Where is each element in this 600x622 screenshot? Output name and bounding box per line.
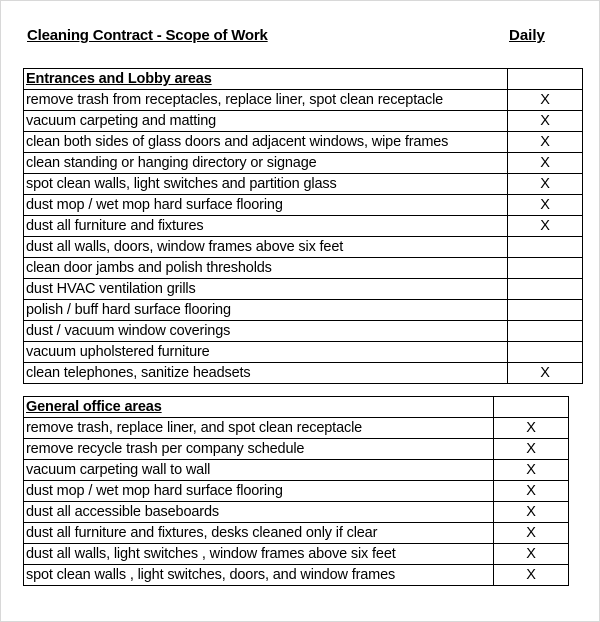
task-cell: polish / buff hard surface flooring <box>24 300 508 321</box>
task-cell: vacuum carpeting wall to wall <box>24 460 494 481</box>
daily-mark-cell: X <box>494 502 569 523</box>
section-header-row <box>24 397 569 418</box>
section-heading-daily-cell <box>508 69 583 90</box>
daily-mark-cell: X <box>494 565 569 586</box>
daily-mark-cell: X <box>508 363 583 384</box>
entrances-lobby-table <box>23 68 583 384</box>
table-row <box>24 460 569 481</box>
table-row <box>24 132 583 153</box>
table-row <box>24 363 583 384</box>
table-row <box>24 111 583 132</box>
task-cell: spot clean walls , light switches, doors, and window frames <box>24 565 494 586</box>
task-cell: vacuum upholstered furniture <box>24 342 508 363</box>
daily-mark-cell <box>508 342 583 363</box>
table-row <box>24 523 569 544</box>
task-cell: dust HVAC ventilation grills <box>24 279 508 300</box>
daily-mark-cell: X <box>508 153 583 174</box>
section-heading-daily-cell <box>494 397 569 418</box>
table-row <box>24 300 583 321</box>
daily-mark-cell: X <box>494 481 569 502</box>
table-row <box>24 502 569 523</box>
daily-mark-cell <box>508 258 583 279</box>
task-cell: clean telephones, sanitize headsets <box>24 363 508 384</box>
table-row <box>24 153 583 174</box>
section-header-row <box>24 69 583 90</box>
task-cell: dust mop / wet mop hard surface flooring <box>24 481 494 502</box>
task-cell: spot clean walls, light switches and partition glass <box>24 174 508 195</box>
daily-mark-cell: X <box>494 439 569 460</box>
task-cell: dust all accessible baseboards <box>24 502 494 523</box>
table-row <box>24 279 583 300</box>
task-cell: dust / vacuum window coverings <box>24 321 508 342</box>
task-cell: remove trash, replace liner, and spot clean receptacle <box>24 418 494 439</box>
daily-mark-cell <box>508 300 583 321</box>
section-heading: Entrances and Lobby areas <box>24 69 508 90</box>
daily-mark-cell: X <box>508 111 583 132</box>
task-cell: dust mop / wet mop hard surface flooring <box>24 195 508 216</box>
table-row <box>24 565 569 586</box>
table-row <box>24 237 583 258</box>
daily-mark-cell: X <box>494 418 569 439</box>
daily-mark-cell <box>508 237 583 258</box>
table-row <box>24 481 569 502</box>
task-cell: vacuum carpeting and matting <box>24 111 508 132</box>
task-cell: remove trash from receptacles, replace liner, spot clean receptacle <box>24 90 508 111</box>
task-cell: clean door jambs and polish thresholds <box>24 258 508 279</box>
daily-mark-cell: X <box>508 90 583 111</box>
daily-mark-cell: X <box>508 195 583 216</box>
task-cell: clean standing or hanging directory or signage <box>24 153 508 174</box>
task-cell: clean both sides of glass doors and adjacent windows, wipe frames <box>24 132 508 153</box>
daily-mark-cell: X <box>494 460 569 481</box>
daily-column-header: Daily <box>509 27 545 44</box>
task-cell: dust all furniture and fixtures <box>24 216 508 237</box>
table-row <box>24 321 583 342</box>
table-row <box>24 195 583 216</box>
daily-mark-cell: X <box>494 523 569 544</box>
section-heading: General office areas <box>24 397 494 418</box>
daily-mark-cell <box>508 279 583 300</box>
daily-mark-cell: X <box>508 174 583 195</box>
daily-mark-cell <box>508 321 583 342</box>
task-cell: dust all walls, doors, window frames above six feet <box>24 237 508 258</box>
document-title: Cleaning Contract - Scope of Work <box>27 27 268 44</box>
table-row <box>24 342 583 363</box>
table-row <box>24 544 569 565</box>
task-cell: dust all walls, light switches , window frames above six feet <box>24 544 494 565</box>
table-row <box>24 216 583 237</box>
general-office-table <box>23 396 569 586</box>
table-row <box>24 439 569 460</box>
daily-mark-cell: X <box>508 132 583 153</box>
table-row <box>24 90 583 111</box>
task-cell: dust all furniture and fixtures, desks cleaned only if clear <box>24 523 494 544</box>
daily-mark-cell: X <box>494 544 569 565</box>
table-row <box>24 258 583 279</box>
daily-mark-cell: X <box>508 216 583 237</box>
table-row <box>24 418 569 439</box>
task-cell: remove recycle trash per company schedule <box>24 439 494 460</box>
table-row <box>24 174 583 195</box>
